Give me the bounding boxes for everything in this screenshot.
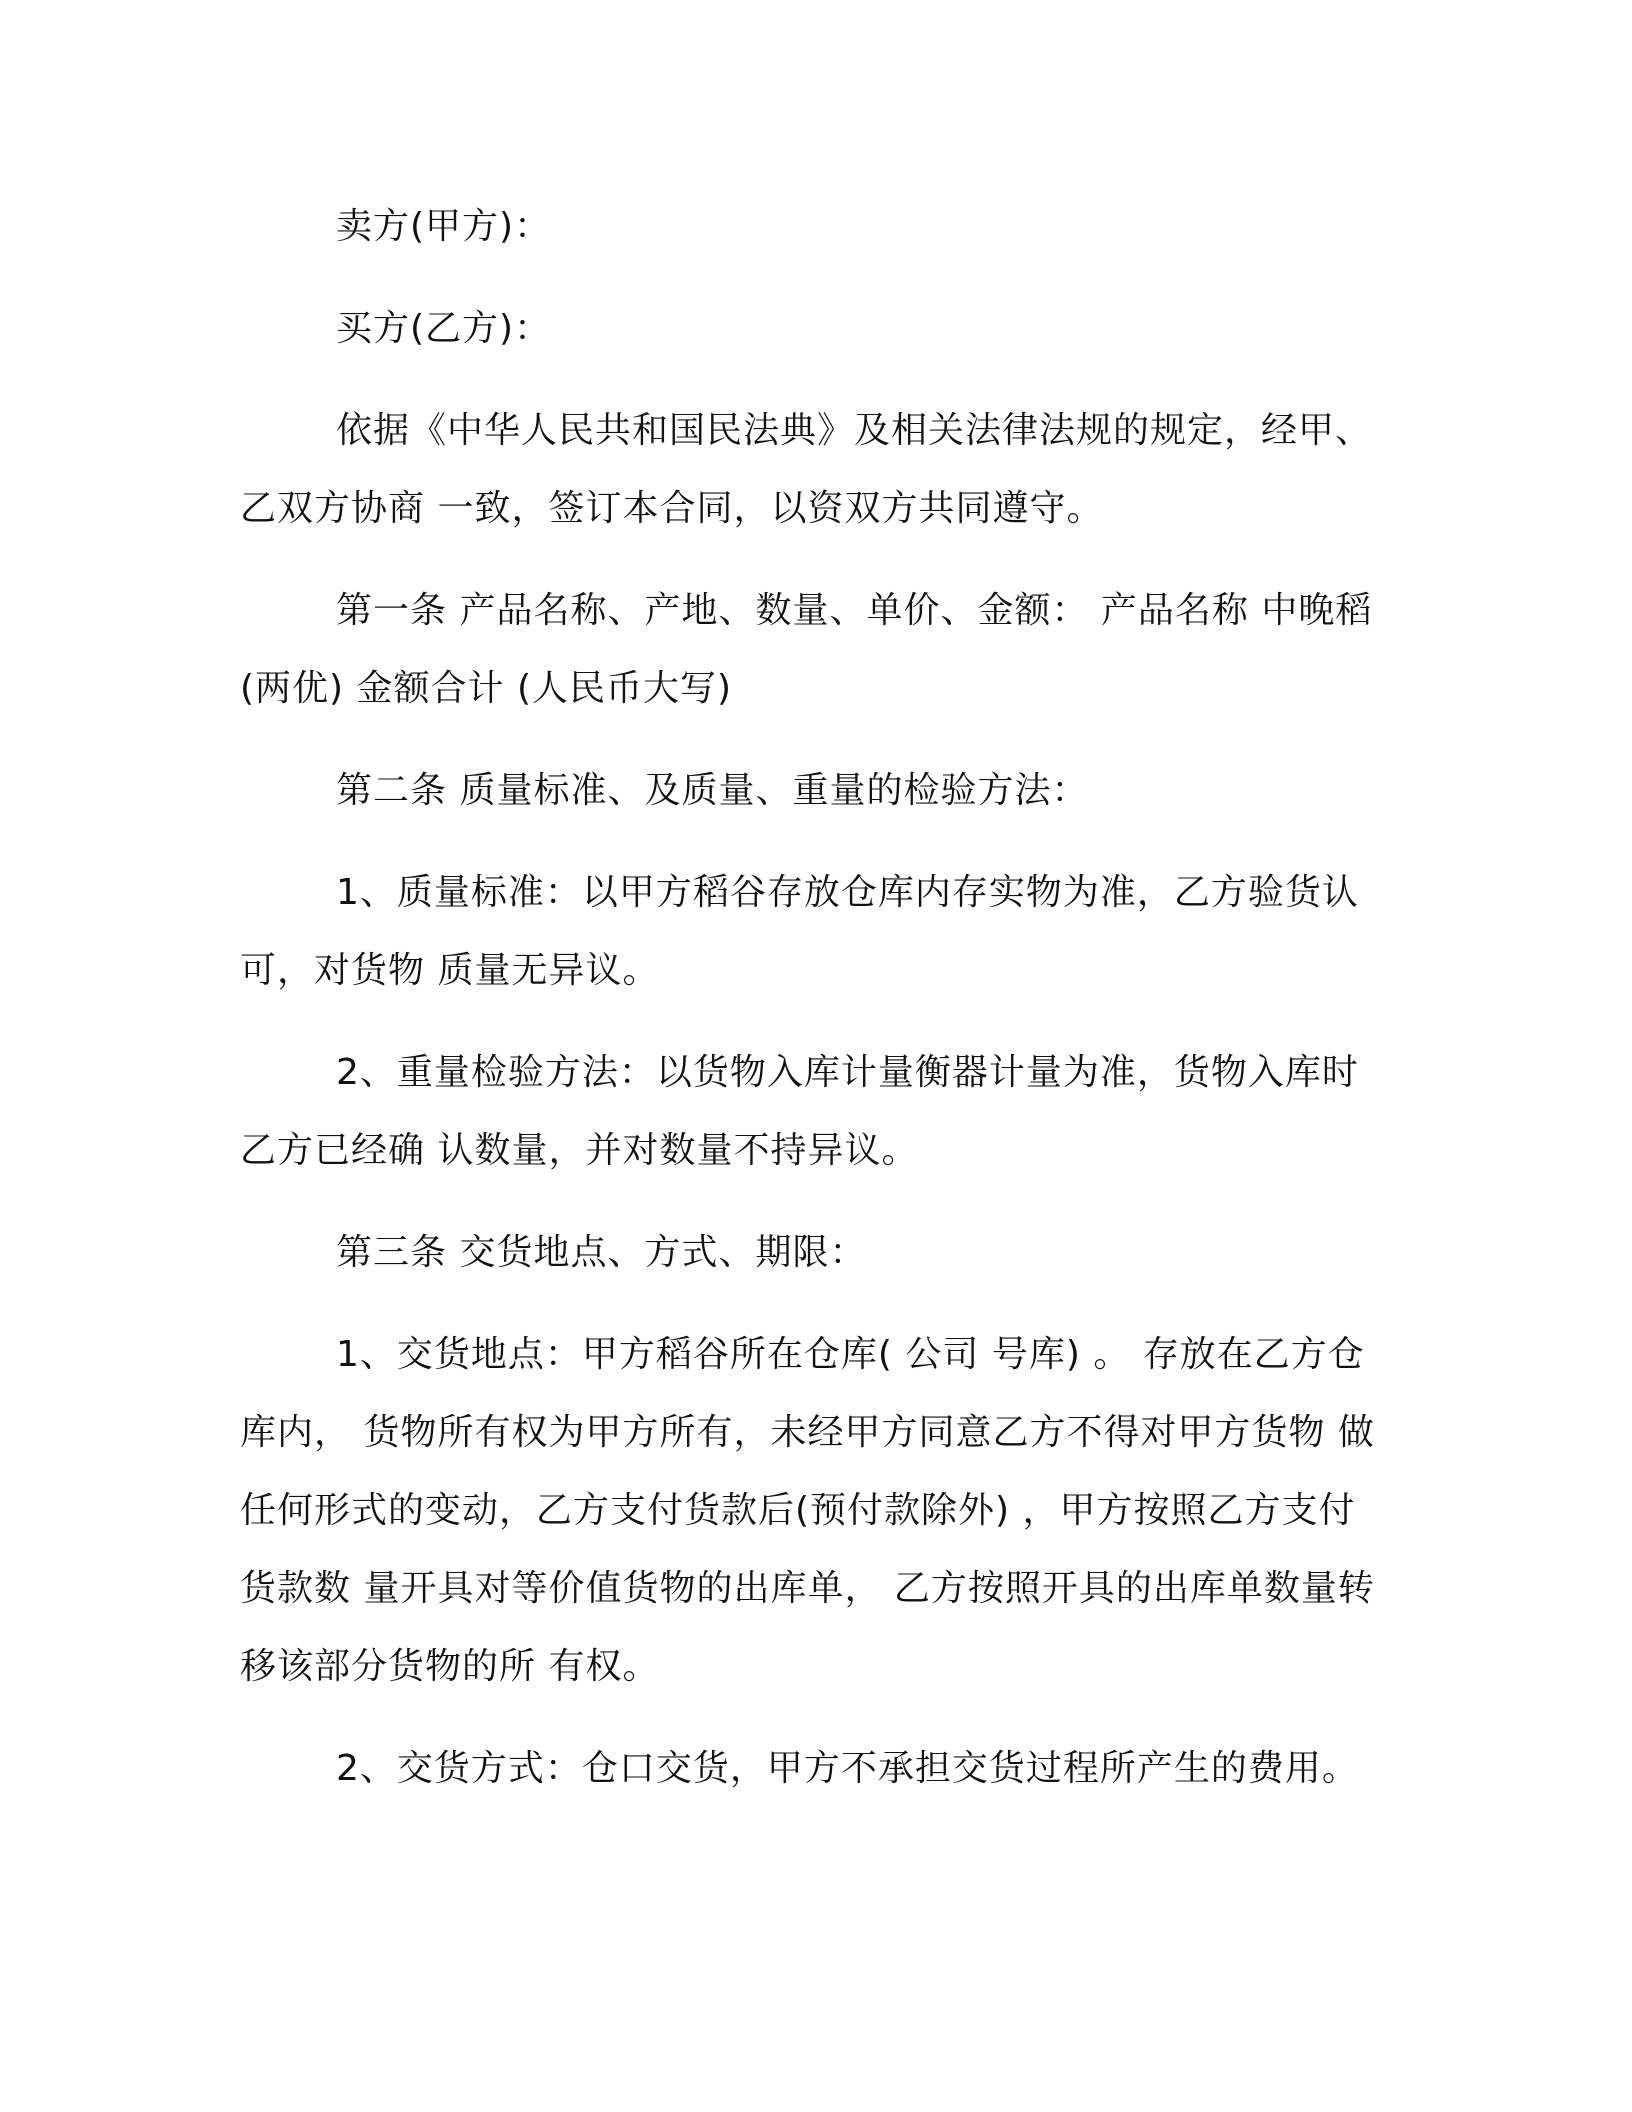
- article-1-paragraph: 第一条 产品名称、产地、数量、单价、金额： 产品名称 中晚稻(两优) 金额合计 (人民币大写): [240, 590, 1373, 709]
- contract-body: [240, 188, 1390, 1832]
- seller-line: 卖方(甲方)：: [336, 206, 552, 247]
- article-3-heading: 第三条 交货地点、方式、期限：: [336, 1232, 867, 1273]
- article-2-item-2: 2、重量检验方法：以货物入库计量衡器计量为准，货物入库时乙方已经确 认数量，并对数量不持异议。: [240, 1052, 1359, 1171]
- article-3-item-1: 1、交货地点：甲方稻谷所在仓库( 公司 号库) 。 存放在乙方仓库内， 货物所有权为甲方所有，未经甲方同意乙方不得对甲方货物 做任何形式的变动，乙方支付货款后(预付款除外) ，甲方按照乙方支付货款数 量开具对等价值货物的出库单， 乙方按照开具的出库单数量转移该部分货物的所 有权。: [240, 1334, 1375, 1687]
- article-2-heading: 第二条 质量标准、及质量、重量的检验方法：: [336, 770, 1089, 811]
- article-2-item-1: 1、质量标准：以甲方稻谷存放仓库内存实物为准，乙方验货认可，对货物 质量无异议。: [240, 872, 1359, 991]
- preamble-paragraph: 依据《中华人民共和国民法典》及相关法律法规的规定，经甲、乙双方协商 一致，签订本合同，以资双方共同遵守。: [240, 410, 1373, 529]
- buyer-line: 买方(乙方)：: [336, 308, 552, 349]
- article-3-item-2: 2、交货方式：仓口交货，甲方不承担交货过程所产生的费用。: [336, 1748, 1359, 1789]
